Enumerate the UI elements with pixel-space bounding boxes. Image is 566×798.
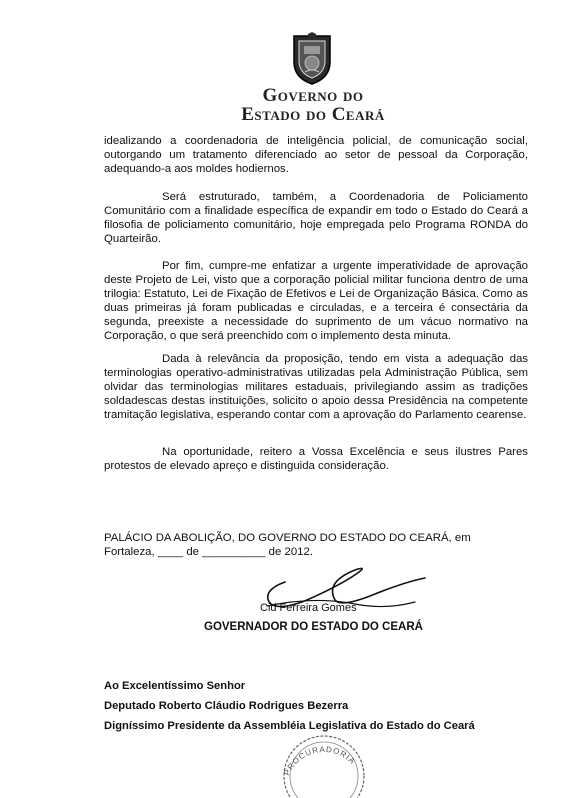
closing-date: Fortaleza, ____ de __________ de 2012. xyxy=(104,546,314,558)
body-paragraph xyxy=(104,352,528,422)
paragraph-text: Por fim, cumpre-me enfatizar a urgente imperatividade de aprovação deste Projeto de Lei, visto que a corporação policial militar funciona dentro de uma trilogia: Estatuto, Lei de Fixação de Efetivos e Lei de Organização Básica. Como as duas primeiras já foram publicadas e circuladas, e a terceira é consectária da segunda, preexiste a necessidade do suprimento de um vácuo normativo na Corporação, o que será preenchido com o implemento desta minuta. xyxy=(104,260,528,342)
paragraph-text: Na oportunidade, reitero a Vossa Excelência e seus ilustres Pares protestos de elevado apreço e distinguida consideração. xyxy=(104,446,528,472)
closing-place: PALÁCIO DA ABOLIÇÃO, DO GOVERNO DO ESTADO DO CEARÁ, em xyxy=(104,532,471,544)
government-header xyxy=(200,86,426,124)
body-paragraph xyxy=(104,259,528,343)
paragraph-text: Dada à relevância da proposição, tendo em vista a adequação das terminologias operativo-administrativas utilizadas pela Administração Pública, sem olvidar das terminologias militares estaduais, privilegiando assim as tradições soldadescas destas instituições, solicito o apoio dessa Presidência na competente tramitação legislativa, esperando contar com a aprovação do Parlamento cearense. xyxy=(104,353,528,421)
signer-name: Cid Ferreira Gomes xyxy=(260,602,357,614)
body-paragraph xyxy=(104,134,528,176)
paragraph-text: idealizando a coordenadoria de inteligência policial, de comunicação social, outorgando um tratamento diferenciado ao setor de pessoal da Corporação, adequando-a aos moldes hodiernos. xyxy=(104,135,528,175)
state-crest-icon xyxy=(288,32,336,86)
body-paragraph xyxy=(104,190,528,246)
addressee-line: Digníssimo Presidente da Assembléia Legislativa do Estado do Ceará xyxy=(104,720,475,732)
addressee-line: Deputado Roberto Cláudio Rodrigues Bezerra xyxy=(104,700,349,712)
signer-role: GOVERNADOR DO ESTADO DO CEARÁ xyxy=(204,621,423,633)
procuradoria-stamp xyxy=(268,728,378,798)
header-line-1: Governo do xyxy=(262,85,364,106)
header-line-2: Estado do Ceará xyxy=(241,104,385,125)
paragraph-text: Será estruturado, também, a Coordenadoria de Policiamento Comunitário com a finalidade específica de expandir em todo o Estado do Ceará a filosofia de policiamento comunitário, hoje empregada pelo Programa RONDA do Quarteirão. xyxy=(104,191,528,245)
body-paragraph xyxy=(104,445,528,473)
svg-text:PROCURADORIA: PROCURADORIA xyxy=(282,744,358,777)
addressee-line: Ao Excelentíssimo Senhor xyxy=(104,680,246,692)
